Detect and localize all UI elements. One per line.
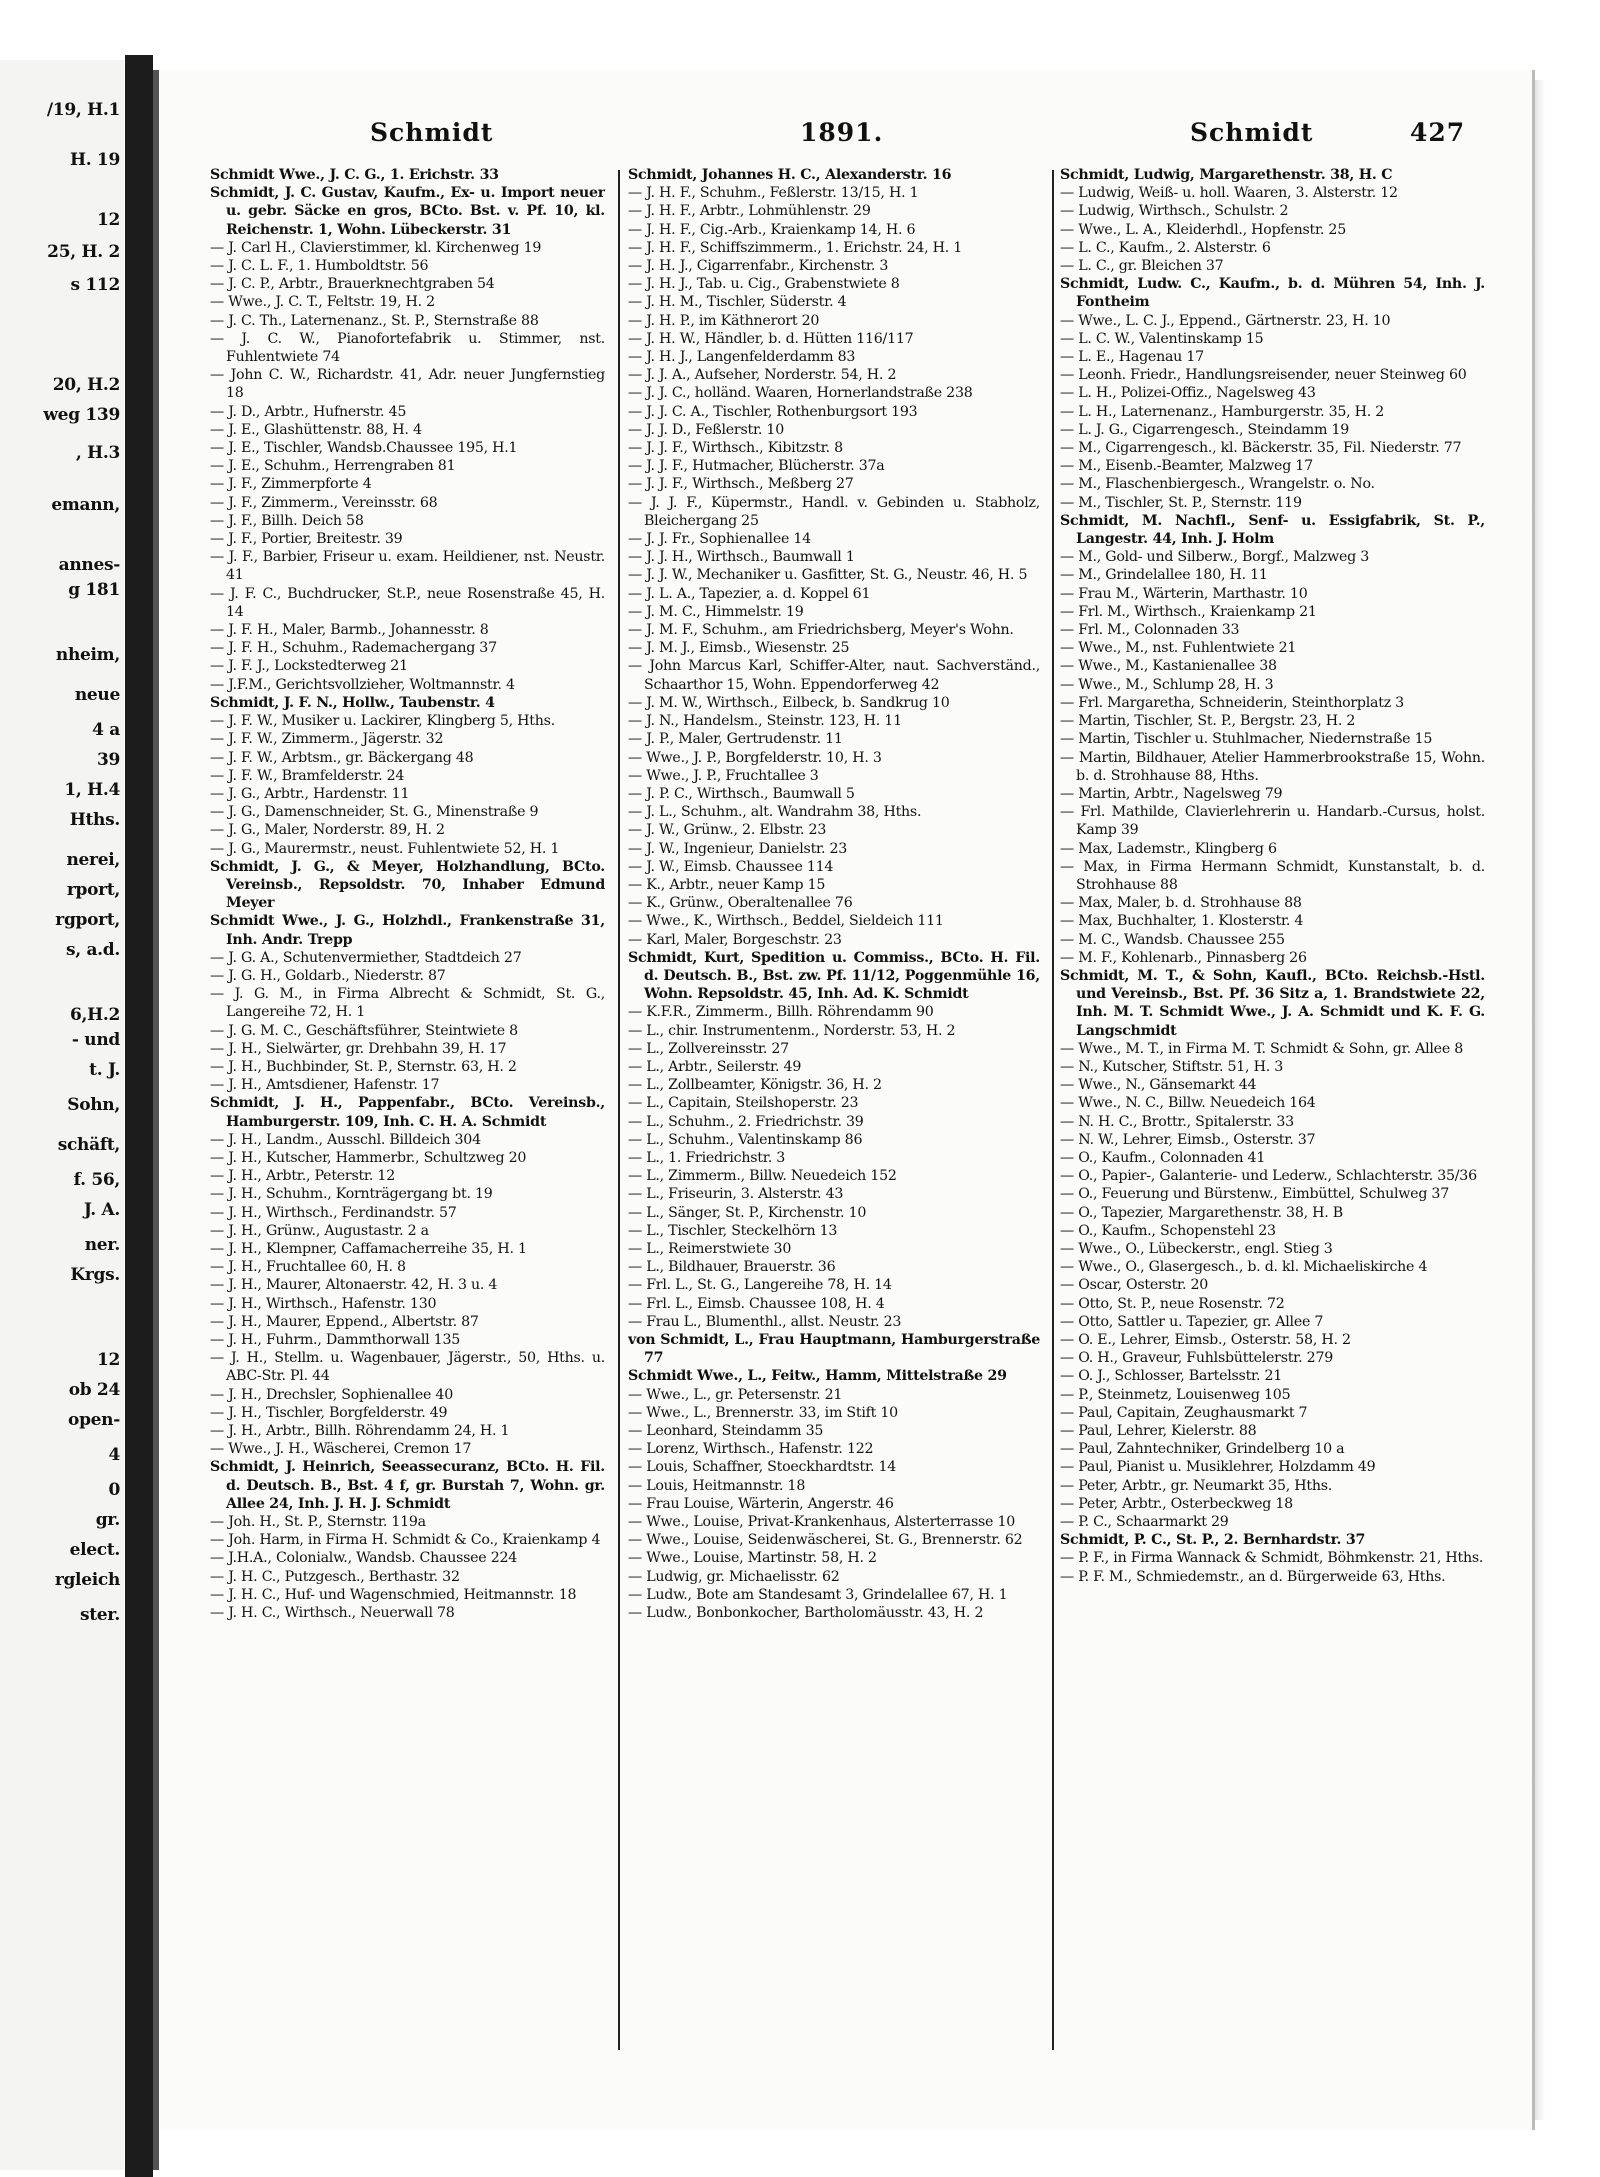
directory-entry: — M., Cigarrengesch., kl. Bäckerstr. 35, Fil. Niederstr. 77 bbox=[1060, 440, 1462, 457]
directory-entry: Schmidt, J. Heinrich, Seeassecuranz, BCto. H. Fil. d. Deutsch. B., Bst. 4 f, gr. Burstah 7, Wohn. gr. Allee 24, Inh. J. H. J. Schmidt bbox=[210, 1459, 605, 1512]
directory-entry: — J. F., Zimmerpforte 4 bbox=[210, 476, 372, 493]
directory-entry: — L., chir. Instrumentenm., Norderstr. 53, H. 2 bbox=[628, 1022, 956, 1039]
directory-entry: — J. J. F., Wirthsch., Kibitzstr. 8 bbox=[628, 440, 843, 457]
previous-page-text: g 181 bbox=[68, 580, 120, 600]
page-header bbox=[160, 118, 1532, 158]
directory-entry: — N. W., Lehrer, Eimsb., Osterstr. 37 bbox=[1060, 1131, 1316, 1148]
directory-entry: Schmidt, M. Nachfl., Senf- u. Essigfabrik, St. P., Langestr. 44, Inh. J. Holm bbox=[1060, 512, 1485, 548]
directory-entry: — J. F. C., Buchdrucker, St.P., neue Rosenstraße 45, H. 14 bbox=[210, 585, 605, 620]
directory-entry: — Wwe., J. P., Fruchtallee 3 bbox=[628, 767, 819, 784]
directory-entry: — Wwe., M., Schlump 28, H. 3 bbox=[1060, 676, 1274, 693]
directory-entry: Schmidt, J. H., Pappenfabr., BCto. Vereinsb., Hamburgerstr. 109, Inh. C. H. A. Schmidt bbox=[210, 1095, 605, 1130]
previous-page-text: 25, H. 2 bbox=[47, 242, 120, 262]
directory-entry: Schmidt, Ludwig, Margarethenstr. 38, H. C bbox=[1060, 167, 1393, 183]
directory-entry: — J. J. D., Feßlerstr. 10 bbox=[628, 421, 784, 438]
directory-entry: — K., Arbtr., neuer Kamp 15 bbox=[628, 876, 826, 893]
directory-entry: — J. D., Arbtr., Hufnerstr. 45 bbox=[210, 403, 407, 420]
directory-entry: — L., Reimerstwiete 30 bbox=[628, 1240, 792, 1257]
previous-page-text: ob 24 bbox=[68, 1380, 120, 1400]
directory-entry: — Otto, St. P., neue Rosenstr. 72 bbox=[1060, 1295, 1285, 1312]
previous-page-text: gr. bbox=[95, 1510, 120, 1530]
directory-entry: — J. F., Barbier, Friseur u. exam. Heildiener, nst. Neustr. 41 bbox=[210, 549, 605, 584]
directory-entry: — N., Kutscher, Stiftstr. 51, H. 3 bbox=[1060, 1058, 1283, 1075]
directory-entry: — Wwe., M., nst. Fuhlentwiete 21 bbox=[1060, 640, 1297, 657]
directory-entry: — J. F., Portier, Breitestr. 39 bbox=[210, 531, 403, 548]
directory-entry: — Frau Louise, Wärterin, Angerstr. 46 bbox=[628, 1495, 894, 1512]
directory-entry: Schmidt, Ludw. C., Kaufm., b. d. Mühren 54, Inh. J. Fontheim bbox=[1060, 276, 1485, 311]
previous-page-text: weg 139 bbox=[43, 405, 120, 425]
previous-page-text: nerei, bbox=[66, 850, 120, 870]
directory-entry: — L., Zimmerm., Billw. Neuedeich 152 bbox=[628, 1168, 897, 1185]
previous-page-text: elect. bbox=[69, 1540, 120, 1560]
directory-entry: Schmidt Wwe., J. G., Holzhdl., Frankenstraße 31, Inh. Andr. Trepp bbox=[210, 913, 605, 948]
directory-entry: — J. F. W., Musiker u. Lackirer, Klingberg 5, Hths. bbox=[210, 713, 555, 730]
directory-entry: — Ludw., Bote am Standesamt 3, Grindelallee 67, H. 1 bbox=[628, 1586, 1008, 1603]
directory-entry: — J. H. M., Tischler, Süderstr. 4 bbox=[628, 294, 847, 311]
directory-entry: — Martin, Arbtr., Nagelsweg 79 bbox=[1060, 785, 1283, 802]
directory-entry: — J. L., Schuhm., alt. Wandrahm 38, Hths. bbox=[628, 804, 922, 821]
directory-entry: — J. C. Th., Laternenanz., St. P., Sternstraße 88 bbox=[210, 312, 539, 329]
directory-entry: — J. G. M. C., Geschäftsführer, Steintwiete 8 bbox=[210, 1022, 518, 1039]
previous-page-text: 12 bbox=[96, 210, 120, 230]
directory-entry: — J. M. J., Eimsb., Wiesenstr. 25 bbox=[628, 640, 850, 657]
directory-entry: — M., Flaschenbiergesch., Wrangelstr. o. No. bbox=[1060, 476, 1375, 493]
directory-entry: — L., Sänger, St. P., Kirchenstr. 10 bbox=[628, 1204, 867, 1221]
directory-entry: — P. C., Schaarmarkt 29 bbox=[1060, 1514, 1229, 1531]
directory-entry: — J. J. W., Mechaniker u. Gasfitter, St. G., Neustr. 46, H. 5 bbox=[628, 567, 1028, 584]
directory-entry: — L. C. W., Valentinskamp 15 bbox=[1060, 330, 1264, 347]
directory-entry: — Wwe., M. T., in Firma M. T. Schmidt & Sohn, gr. Allee 8 bbox=[1060, 1040, 1464, 1057]
directory-entry: — Martin, Tischler u. Stuhlmacher, Niedernstraße 15 bbox=[1060, 731, 1433, 748]
directory-entry: — Wwe., L., gr. Petersenstr. 21 bbox=[628, 1386, 843, 1403]
directory-entry: — L., Tischler, Steckelhörn 13 bbox=[628, 1222, 838, 1239]
directory-entry: — J. W., Ingenieur, Danielstr. 23 bbox=[628, 840, 848, 857]
directory-entry: — Wwe., M., Kastanienallee 38 bbox=[1060, 658, 1277, 675]
directory-entry: von Schmidt, L., Frau Hauptmann, Hamburgerstraße 77 bbox=[628, 1332, 1040, 1367]
directory-entry: — O., Papier-, Galanterie- und Lederw., Schlachterstr. 35/36 bbox=[1060, 1168, 1477, 1185]
directory-entry: — L., Schuhm., Valentinskamp 86 bbox=[628, 1131, 863, 1148]
directory-entry: — Paul, Pianist u. Musiklehrer, Holzdamm 49 bbox=[1060, 1459, 1376, 1476]
previous-page-fragment bbox=[0, 60, 124, 2170]
previous-page-text: neue bbox=[74, 685, 120, 705]
previous-page-text: Hths. bbox=[69, 810, 120, 830]
directory-entry: — J. F. W., Zimmerm., Jägerstr. 32 bbox=[210, 731, 444, 748]
directory-entry: — Ludwig, Wirthsch., Schulstr. 2 bbox=[1060, 203, 1289, 220]
previous-page-text: s, a.d. bbox=[65, 940, 120, 960]
directory-entry: — P. F. M., Schmiedemstr., an d. Bürgerweide 63, Hths. bbox=[1060, 1568, 1446, 1585]
directory-entry: — L. H., Polizei-Offiz., Nagelsweg 43 bbox=[1060, 385, 1316, 402]
directory-entry: — M., Tischler, St. P., Sternstr. 119 bbox=[1060, 494, 1302, 511]
directory-entry: — O. H., Graveur, Fuhlsbüttelerstr. 279 bbox=[1060, 1350, 1334, 1367]
directory-entry: Schmidt, J. G., & Meyer, Holzhandlung, BCto. Vereinsb., Repsoldstr. 70, Inhaber Edmund Meyer bbox=[210, 858, 605, 912]
directory-entry: — Wwe., O., Lübeckerstr., engl. Stieg 3 bbox=[1060, 1240, 1333, 1257]
directory-entry: — J. M. F., Schuhm., am Friedrichsberg, Meyer's Wohn. bbox=[628, 622, 1014, 639]
directory-entry: — J. C. P., Arbtr., Brauerknechtgraben 54 bbox=[210, 276, 495, 293]
directory-entry: — J. H., Klempner, Caffamacherreihe 35, H. 1 bbox=[210, 1240, 527, 1257]
directory-entry: — J. M. W., Wirthsch., Eilbeck, b. Sandkrug 10 bbox=[628, 694, 950, 711]
spine-gap bbox=[153, 70, 159, 2170]
previous-page-text: , H.3 bbox=[75, 443, 120, 463]
directory-entry: — J. J. C. A., Tischler, Rothenburgsort 193 bbox=[628, 403, 918, 420]
directory-entry: — J. W., Eimsb. Chaussee 114 bbox=[628, 858, 834, 875]
directory-entry: — Paul, Zahntechniker, Grindelberg 10 a bbox=[1060, 1441, 1345, 1458]
directory-entry: — J. G., Maurermstr., neust. Fuhlentwiete 52, H. 1 bbox=[210, 840, 560, 857]
directory-entry: — J. J. F., Wirthsch., Meßberg 27 bbox=[628, 476, 854, 493]
directory-entry: — J. J. Fr., Sophienallee 14 bbox=[628, 531, 811, 548]
directory-entry: — L. C., Kaufm., 2. Alsterstr. 6 bbox=[1060, 239, 1271, 256]
directory-entry: — Leonhard, Steindamm 35 bbox=[628, 1423, 824, 1440]
directory-entry: — J. H., Buchbinder, St. P., Sternstr. 63, H. 2 bbox=[210, 1058, 517, 1075]
previous-page-text: - und bbox=[71, 1030, 120, 1050]
directory-entry: — J. F., Zimmerm., Vereinsstr. 68 bbox=[210, 494, 438, 511]
directory-entry: — Wwe., Louise, Privat-Krankenhaus, Alsterterrasse 10 bbox=[628, 1514, 1015, 1531]
directory-entry: — Frl. Margaretha, Schneiderin, Steinthorplatz 3 bbox=[1060, 694, 1404, 711]
previous-page-text: H. 19 bbox=[69, 150, 120, 170]
directory-entry: — Wwe., L. A., Kleiderhdl., Hopfenstr. 25 bbox=[1060, 221, 1346, 238]
directory-entry: — John C. W., Richardstr. 41, Adr. neuer Jungfernstieg 18 bbox=[210, 367, 605, 402]
directory-entry: — Louis, Schaffner, Stoeckhardtstr. 14 bbox=[628, 1459, 897, 1476]
directory-entry: — N. H. C., Brottr., Spitalerstr. 33 bbox=[1060, 1113, 1294, 1130]
directory-entry: — Paul, Lehrer, Kielerstr. 88 bbox=[1060, 1423, 1257, 1440]
directory-entry: — O. J., Schlosser, Bartelsstr. 21 bbox=[1060, 1368, 1283, 1385]
directory-entry: — Max, Maler, b. d. Strohhause 88 bbox=[1060, 895, 1302, 912]
directory-entry: — O. E., Lehrer, Eimsb., Osterstr. 58, H. 2 bbox=[1060, 1332, 1351, 1348]
previous-page-text: rgleich bbox=[54, 1570, 120, 1590]
directory-entry: — L. H., Laternenanz., Hamburgerstr. 35, H. 2 bbox=[1060, 403, 1385, 420]
directory-entry: — Wwe., N., Gänsemarkt 44 bbox=[1060, 1077, 1257, 1094]
directory-entry: — O., Kaufm., Colonnaden 41 bbox=[1060, 1149, 1266, 1166]
directory-entry: — Wwe., J. H., Wäscherei, Cremon 17 bbox=[210, 1441, 472, 1458]
directory-entry: — J. H. W., Händler, b. d. Hütten 116/117 bbox=[628, 330, 914, 347]
directory-entry: — J. J. F., Hutmacher, Blücherstr. 37a bbox=[628, 458, 885, 475]
directory-entry: — Wwe., K., Wirthsch., Beddel, Sieldeich 111 bbox=[628, 913, 944, 930]
previous-page-text: 4 a bbox=[92, 720, 120, 740]
directory-entry: — J. J. C., holländ. Waaren, Hornerlandstraße 238 bbox=[628, 385, 973, 402]
directory-entry: — J. H., Tischler, Borgfelderstr. 49 bbox=[210, 1404, 448, 1421]
directory-entry: — Paul, Capitain, Zeughausmarkt 7 bbox=[1060, 1404, 1308, 1421]
directory-entry: — M. C., Wandsb. Chaussee 255 bbox=[1060, 931, 1285, 948]
directory-entry: — J.F.M., Gerichtsvollzieher, Woltmannstr. 4 bbox=[210, 676, 515, 693]
directory-entry: — J. W., Grünw., 2. Elbstr. 23 bbox=[628, 822, 827, 839]
previous-page-text: 12 bbox=[96, 1350, 120, 1370]
directory-entry: — L. C., gr. Bleichen 37 bbox=[1060, 258, 1224, 275]
directory-entry: — J. H., Fuhrm., Dammthorwall 135 bbox=[210, 1332, 461, 1348]
directory-entry: — J.H.A., Colonialw., Wandsb. Chaussee 224 bbox=[210, 1550, 518, 1567]
directory-entry: — J. H., Arbtr., Billh. Röhrendamm 24, H. 1 bbox=[210, 1423, 510, 1440]
directory-entry: — J. H., Fruchtallee 60, H. 8 bbox=[210, 1259, 406, 1276]
directory-column-1 bbox=[210, 166, 605, 2066]
previous-page-text: 4 bbox=[108, 1445, 120, 1465]
directory-entry: — L., Arbtr., Seilerstr. 49 bbox=[628, 1058, 802, 1075]
directory-entry: — O., Tapezier, Margarethenstr. 38, H. B bbox=[1060, 1204, 1343, 1221]
directory-column-3 bbox=[1060, 166, 1485, 2066]
directory-entry: — Ludw., Bonbonkocher, Bartholomäusstr. 43, H. 2 bbox=[628, 1605, 984, 1622]
directory-entry: — Louis, Heitmannstr. 18 bbox=[628, 1477, 806, 1494]
directory-entry: Schmidt, J. C. Gustav, Kaufm., Ex- u. Import neuer u. gebr. Säcke en gros, BCto. Bst. v. Pf. 10, kl. Reichenstr. 1, Wohn. Lübeckerstr. 31 bbox=[210, 185, 605, 238]
directory-entry: — J. H. F., Schuhm., Feßlerstr. 13/15, H. 1 bbox=[628, 185, 919, 202]
running-head-left: Schmidt bbox=[370, 118, 494, 147]
directory-entry: — J. H., Amtsdiener, Hafenstr. 17 bbox=[210, 1077, 440, 1094]
directory-entry: — K.F.R., Zimmerm., Billh. Röhrendamm 90 bbox=[628, 1004, 934, 1021]
directory-entry: — Martin, Bildhauer, Atelier Hammerbrookstraße 15, Wohn. b. d. Strohhause 88, Hths. bbox=[1060, 749, 1485, 784]
directory-entry: — J. E., Schuhm., Herrengraben 81 bbox=[210, 458, 456, 475]
directory-entry: — J. H., Schuhm., Kornträgergang bt. 19 bbox=[210, 1186, 493, 1203]
previous-page-text: 1, H.4 bbox=[64, 780, 120, 800]
directory-entry: — J. J. H., Wirthsch., Baumwall 1 bbox=[628, 549, 855, 566]
directory-entry: — J. H., Arbtr., Peterstr. 12 bbox=[210, 1168, 395, 1185]
directory-entry: — J. J. A., Aufseher, Norderstr. 54, H. 2 bbox=[628, 367, 897, 384]
column-rule bbox=[1052, 170, 1054, 2050]
directory-entry: — J. J. F., Küpermstr., Handl. v. Gebinden u. Stabholz, Bleichergang 25 bbox=[628, 494, 1040, 529]
directory-entry: — L., Bildhauer, Brauerstr. 36 bbox=[628, 1259, 836, 1276]
previous-page-text: Krgs. bbox=[70, 1265, 120, 1285]
directory-entry: — J. P. C., Wirthsch., Baumwall 5 bbox=[628, 785, 855, 802]
directory-entry: — Frl. M., Colonnaden 33 bbox=[1060, 622, 1240, 639]
directory-entry: — Wwe., J. C. T., Feltstr. 19, H. 2 bbox=[210, 294, 435, 311]
directory-entry: — Otto, Sattler u. Tapezier, gr. Allee 7 bbox=[1060, 1313, 1324, 1330]
directory-entry: — Joh. Harm, in Firma H. Schmidt & Co., Kraienkamp 4 bbox=[210, 1532, 601, 1549]
previous-page-text: /19, H.1 bbox=[46, 100, 120, 120]
previous-page-text: ster. bbox=[79, 1605, 120, 1625]
directory-entry: — Peter, Arbtr., Osterbeckweg 18 bbox=[1060, 1495, 1293, 1512]
directory-entry: — L. E., Hagenau 17 bbox=[1060, 349, 1204, 366]
directory-entry: — Oscar, Osterstr. 20 bbox=[1060, 1277, 1209, 1294]
directory-entry: — Lorenz, Wirthsch., Hafenstr. 122 bbox=[628, 1441, 874, 1458]
directory-entry: — Frl. M., Wirthsch., Kraienkamp 21 bbox=[1060, 603, 1317, 620]
directory-entry: — L., Zollvereinsstr. 27 bbox=[628, 1040, 789, 1057]
directory-entry: — J. C. L. F., 1. Humboldtstr. 56 bbox=[210, 258, 429, 275]
directory-entry: — J. H., Maurer, Eppend., Albertstr. 87 bbox=[210, 1313, 479, 1330]
directory-entry: — Frau M., Wärterin, Marthastr. 10 bbox=[1060, 585, 1308, 602]
running-head-right: Schmidt bbox=[1190, 118, 1314, 147]
directory-entry: — J. E., Glashüttenstr. 88, H. 4 bbox=[210, 421, 422, 438]
previous-page-text: open- bbox=[68, 1410, 120, 1430]
column-rule bbox=[618, 170, 620, 2050]
directory-entry: — J. M. C., Himmelstr. 19 bbox=[628, 603, 804, 620]
previous-page-text: 0 bbox=[108, 1480, 120, 1500]
previous-page-text: Sohn, bbox=[67, 1095, 120, 1115]
directory-entry: — M., Gold- und Silberw., Borgf., Malzweg 3 bbox=[1060, 549, 1369, 566]
directory-entry: — L., Friseurin, 3. Alsterstr. 43 bbox=[628, 1186, 844, 1203]
previous-page-text: J. A. bbox=[83, 1200, 120, 1220]
directory-entry: Schmidt Wwe., J. C. G., 1. Erichstr. 33 bbox=[210, 167, 499, 183]
previous-page-text: s 112 bbox=[70, 275, 120, 295]
previous-page-text: rport, bbox=[66, 880, 120, 900]
directory-entry: — J. F., Billh. Deich 58 bbox=[210, 512, 364, 529]
directory-entry: — J. H. F., Arbtr., Lohmühlenstr. 29 bbox=[628, 203, 871, 220]
directory-entry: — J. G., Damenschneider, St. G., Minenstraße 9 bbox=[210, 804, 539, 821]
directory-entry: Schmidt, P. C., St. P., 2. Bernhardstr. 37 bbox=[1060, 1532, 1366, 1549]
directory-entry: — J. F. W., Arbtsm., gr. Bäckergang 48 bbox=[210, 749, 474, 766]
directory-entry: — J. H., Grünw., Augustastr. 2 a bbox=[210, 1222, 429, 1239]
directory-entry: — J. H., Maurer, Altonaerstr. 42, H. 3 u. 4 bbox=[210, 1277, 498, 1294]
directory-entry: — J. H. F., Schiffszimmerm., 1. Erichstr. 24, H. 1 bbox=[628, 239, 963, 256]
directory-entry: — J. H., Wirthsch., Ferdinandstr. 57 bbox=[210, 1204, 457, 1221]
directory-page bbox=[160, 70, 1535, 2130]
directory-entry: — J. H., Landm., Ausschl. Billdeich 304 bbox=[210, 1131, 481, 1148]
directory-entry: — Frl. L., St. G., Langereihe 78, H. 14 bbox=[628, 1277, 892, 1294]
directory-entry: — J. H. J., Cigarrenfabr., Kirchenstr. 3 bbox=[628, 258, 889, 275]
directory-entry: — K., Grünw., Oberaltenallee 76 bbox=[628, 895, 853, 912]
previous-page-text: schäft, bbox=[57, 1135, 120, 1155]
previous-page-text: annes- bbox=[58, 555, 120, 575]
directory-entry: — J. H. J., Tab. u. Cig., Grabenstwiete 8 bbox=[628, 276, 900, 293]
directory-entry: — Ludwig, gr. Michaelisstr. 62 bbox=[628, 1568, 840, 1585]
directory-entry: — J. G. A., Schutenvermiether, Stadtdeich 27 bbox=[210, 949, 522, 966]
directory-entry: — J. F. H., Maler, Barmb., Johannesstr. 8 bbox=[210, 622, 489, 639]
directory-entry: — J. G., Maler, Norderstr. 89, H. 2 bbox=[210, 822, 445, 839]
directory-entry: — J. Carl H., Clavierstimmer, kl. Kirchenweg 19 bbox=[210, 239, 542, 256]
directory-entry: — J. F. H., Schuhm., Rademachergang 37 bbox=[210, 640, 497, 657]
directory-entry: Schmidt, M. T., & Sohn, Kaufl., BCto. Reichsb.-Hstl. und Vereinsb., Bst. Pf. 36 Sitz a, 1. Brandstwiete 22, Inh. M. T. Schmidt Wwe., J. A. Schmidt und K. F. G. Langschmidt bbox=[1060, 967, 1485, 1039]
previous-page-text: 20, H.2 bbox=[52, 375, 120, 395]
directory-entry: — Martin, Tischler, St. P., Bergstr. 23, H. 2 bbox=[1060, 713, 1356, 730]
directory-entry: — Karl, Maler, Borgeschstr. 23 bbox=[628, 931, 842, 948]
previous-page-text: rgport, bbox=[55, 910, 120, 930]
book-spine bbox=[125, 55, 153, 2177]
directory-entry: — O., Feuerung und Bürstenw., Eimbüttel, Schulweg 37 bbox=[1060, 1186, 1449, 1203]
directory-entry: — Leonh. Friedr., Handlungsreisender, neuer Steinweg 60 bbox=[1060, 367, 1467, 384]
directory-entry: — J. H., Kutscher, Hammerbr., Schultzweg 20 bbox=[210, 1149, 527, 1166]
directory-entry: — John Marcus Karl, Schiffer-Alter, naut. Sachverständ., Schaarthor 15, Wohn. Eppendorferweg 42 bbox=[628, 658, 1040, 693]
directory-entry: — L., Schuhm., 2. Friedrichstr. 39 bbox=[628, 1113, 864, 1130]
previous-page-text: 6,H.2 bbox=[69, 1005, 120, 1025]
directory-entry: — Joh. H., St. P., Sternstr. 119a bbox=[210, 1514, 426, 1531]
directory-entry: — P. F., in Firma Wannack & Schmidt, Böhmkenstr. 21, Hths. bbox=[1060, 1550, 1484, 1567]
directory-entry: — J. G. M., in Firma Albrecht & Schmidt, St. G., Langereihe 72, H. 1 bbox=[210, 986, 605, 1021]
directory-entry: Schmidt, Kurt, Spedition u. Commiss., BCto. H. Fil. d. Deutsch. B., Bst. zw. Pf. 11/12, Poggenmühle 16, Wohn. Repsoldstr. 45, Inh. Ad. K. Schmidt bbox=[628, 949, 1040, 1003]
directory-entry: Schmidt, J. F. N., Hollw., Taubenstr. 4 bbox=[210, 694, 495, 711]
directory-entry: — Wwe., N. C., Billw. Neuedeich 164 bbox=[1060, 1095, 1316, 1112]
directory-entry: — J. F. W., Bramfelderstr. 24 bbox=[210, 767, 405, 784]
page-number: 427 bbox=[1410, 118, 1466, 147]
directory-entry: — Frl. L., Eimsb. Chaussee 108, H. 4 bbox=[628, 1295, 885, 1312]
directory-entry: — J. C. W., Pianofortefabrik u. Stimmer, nst. Fuhlentwiete 74 bbox=[210, 330, 605, 366]
directory-entry: — P., Steinmetz, Louisenweg 105 bbox=[1060, 1386, 1291, 1403]
directory-entry: — J. H., Stellm. u. Wagenbauer, Jägerstr., 50, Hths. u. ABC-Str. Pl. 44 bbox=[210, 1350, 605, 1385]
directory-entry: — J. L. A., Tapezier, a. d. Koppel 61 bbox=[628, 585, 871, 602]
directory-entry: — J. H. C., Putzgesch., Berthastr. 32 bbox=[210, 1568, 460, 1585]
directory-entry: — J. H. F., Cig.-Arb., Kraienkamp 14, H. 6 bbox=[628, 221, 916, 238]
directory-entry: — Wwe., O., Glasergesch., b. d. kl. Michaeliskirche 4 bbox=[1060, 1259, 1428, 1276]
directory-entry: — Frl. Mathilde, Clavierlehrerin u. Handarb.-Cursus, holst. Kamp 39 bbox=[1060, 804, 1485, 839]
directory-entry: — Max, in Firma Hermann Schmidt, Kunstanstalt, b. d. Strohhause 88 bbox=[1060, 858, 1485, 893]
directory-entry: — L., 1. Friedrichstr. 3 bbox=[628, 1149, 785, 1166]
directory-entry: — J. E., Tischler, Wandsb.Chaussee 195, H.1 bbox=[210, 440, 518, 457]
directory-entry: — M., Eisenb.-Beamter, Malzweg 17 bbox=[1060, 458, 1313, 475]
directory-entry: — Ludwig, Weiß- u. holl. Waaren, 3. Alsterstr. 12 bbox=[1060, 185, 1398, 202]
directory-entry: Schmidt Wwe., L., Feitw., Hamm, Mittelstraße 29 bbox=[628, 1368, 1007, 1385]
directory-entry: — Wwe., L. C. J., Eppend., Gärtnerstr. 23, H. 10 bbox=[1060, 312, 1391, 329]
directory-entry: — L. J. G., Cigarrengesch., Steindamm 19 bbox=[1060, 421, 1350, 438]
directory-entry: — J. F. J., Lockstedterweg 21 bbox=[210, 658, 408, 675]
directory-entry: — M., Grindelallee 180, H. 11 bbox=[1060, 567, 1268, 584]
directory-entry: — J. H., Wirthsch., Hafenstr. 130 bbox=[210, 1295, 437, 1312]
previous-page-text: t. J. bbox=[89, 1060, 120, 1080]
directory-entry: — L., Capitain, Steilshoperstr. 23 bbox=[628, 1095, 859, 1112]
directory-entry: — Peter, Arbtr., gr. Neumarkt 35, Hths. bbox=[1060, 1477, 1333, 1494]
directory-entry: — J. H., Sielwärter, gr. Drehbahn 39, H. 17 bbox=[210, 1040, 507, 1057]
previous-page-text: nheim, bbox=[55, 645, 120, 665]
previous-page-text: emann, bbox=[51, 495, 120, 515]
directory-entry: — Wwe., L., Brennerstr. 33, im Stift 10 bbox=[628, 1404, 898, 1421]
directory-entry: — Wwe., J. P., Borgfelderstr. 10, H. 3 bbox=[628, 749, 882, 766]
directory-entry: — J. N., Handelsm., Steinstr. 123, H. 11 bbox=[628, 713, 902, 730]
directory-entry: — L., Zollbeamter, Königstr. 36, H. 2 bbox=[628, 1077, 882, 1094]
directory-entry: — J. G. H., Goldarb., Niederstr. 87 bbox=[210, 967, 446, 984]
directory-entry: — Wwe., Louise, Martinstr. 58, H. 2 bbox=[628, 1550, 877, 1567]
directory-entry: — J. H. C., Huf- und Wagenschmied, Heitmannstr. 18 bbox=[210, 1586, 577, 1603]
previous-page-text: f. 56, bbox=[73, 1170, 120, 1190]
previous-page-text: 39 bbox=[96, 750, 120, 770]
directory-entry: — M. F., Kohlenarb., Pinnasberg 26 bbox=[1060, 949, 1307, 966]
directory-entry: Schmidt, Johannes H. C., Alexanderstr. 16 bbox=[628, 167, 952, 183]
directory-entry: — J. H., Drechsler, Sophienallee 40 bbox=[210, 1386, 453, 1403]
directory-entry: — Frau L., Blumenthl., allst. Neustr. 23 bbox=[628, 1313, 902, 1330]
directory-entry: — Max, Buchhalter, 1. Klosterstr. 4 bbox=[1060, 913, 1304, 930]
directory-entry: — J. G., Arbtr., Hardenstr. 11 bbox=[210, 785, 410, 802]
directory-entry: — J. H. C., Wirthsch., Neuerwall 78 bbox=[210, 1605, 455, 1622]
directory-entry: — Wwe., Louise, Seidenwäscherei, St. G., Brennerstr. 62 bbox=[628, 1532, 1023, 1549]
directory-entry: — Max, Lademstr., Klingberg 6 bbox=[1060, 840, 1277, 857]
directory-entry: — J. H. J., Langenfelderdamm 83 bbox=[628, 349, 856, 366]
directory-entry: — J. P., Maler, Gertrudenstr. 11 bbox=[628, 731, 843, 748]
directory-entry: — J. H. P., im Käthnerort 20 bbox=[628, 312, 820, 329]
year-heading: 1891. bbox=[800, 118, 884, 147]
directory-entry: — O., Kaufm., Schopenstehl 23 bbox=[1060, 1222, 1276, 1239]
previous-page-text: ner. bbox=[84, 1235, 120, 1255]
directory-column-2 bbox=[628, 166, 1040, 2066]
